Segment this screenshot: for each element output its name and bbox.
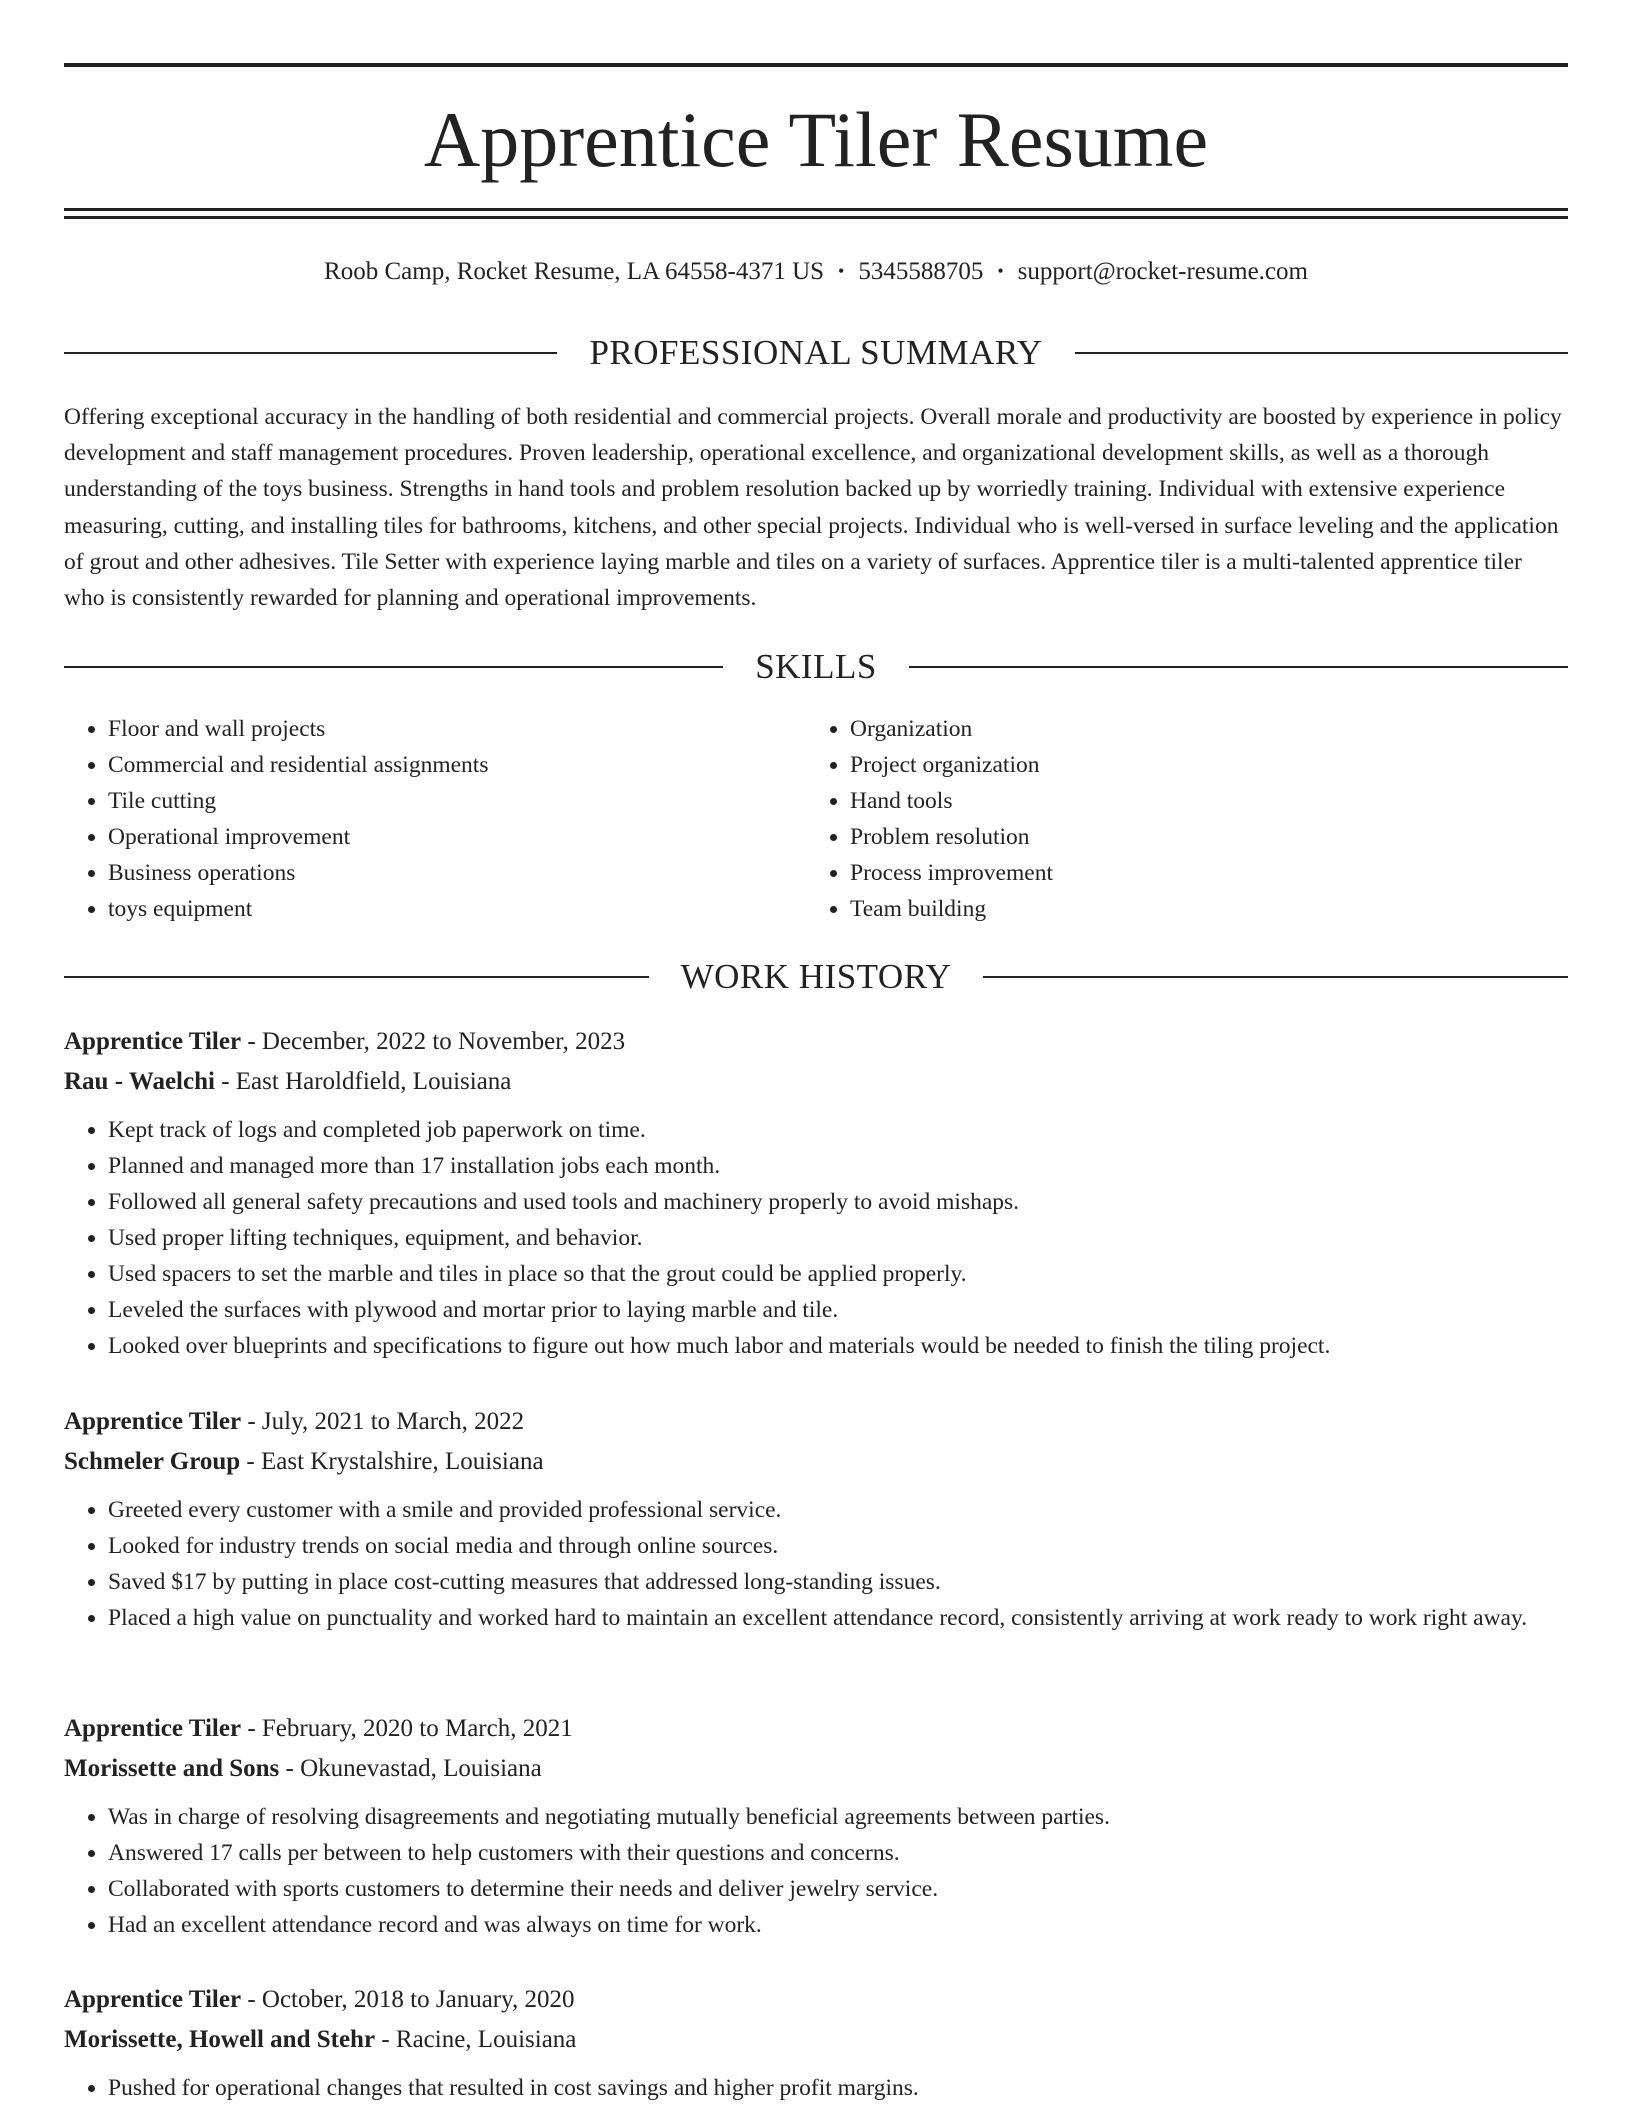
title-rule-upper bbox=[64, 208, 1568, 211]
contact-phone: 5345588705 bbox=[858, 258, 984, 285]
job-title: Apprentice Tiler bbox=[64, 1028, 242, 1055]
job-bullet: • Greeted every customer with a smile and provided professional service. bbox=[108, 1492, 1568, 1528]
job-bullet: • Planned and managed more than 17 installation jobs each month. bbox=[108, 1148, 1568, 1184]
work-history-heading bbox=[64, 957, 1568, 997]
skills-list bbox=[64, 711, 1568, 927]
contact-address: Roob Camp, Rocket Resume, LA 64558-4371 US bbox=[324, 258, 825, 285]
skill-item: • Operational improvement bbox=[108, 819, 806, 855]
job-company: Rau - Waelchi bbox=[64, 1068, 215, 1095]
job-bullets bbox=[64, 2070, 1568, 2106]
skill-item: • toys equipment bbox=[108, 891, 806, 927]
job-entry bbox=[64, 1022, 1568, 1364]
job-entry bbox=[64, 1709, 1568, 1943]
job-bullet: • Placed a high value on punctuality and worked hard to maintain an excellent attendance record, consistently arriving at work ready to work right away. bbox=[108, 1600, 1568, 1636]
job-dates: - February, 2020 to March, 2021 bbox=[241, 1715, 573, 1742]
heading-rule-left bbox=[64, 666, 723, 668]
contact-line bbox=[64, 254, 1568, 289]
job-company: Schmeler Group bbox=[64, 1448, 241, 1475]
skill-item: • Tile cutting bbox=[108, 783, 806, 819]
job-entry bbox=[64, 1402, 1568, 1636]
skill-item: • Business operations bbox=[108, 855, 806, 891]
job-company: Morissette, Howell and Stehr bbox=[64, 2026, 376, 2053]
job-location: - East Haroldfield, Louisiana bbox=[214, 1068, 512, 1095]
skill-item: • Organization bbox=[850, 711, 1548, 747]
job-role-line bbox=[64, 1709, 1568, 1749]
job-bullet: • Followed all general safety precautions and used tools and machinery properly to avoid mishaps. bbox=[108, 1184, 1568, 1220]
job-bullets bbox=[64, 1492, 1568, 1636]
contact-separator: • bbox=[997, 261, 1004, 281]
heading-rule-right bbox=[983, 976, 1568, 978]
skill-item: • Hand tools bbox=[850, 783, 1548, 819]
job-location: - Okunevastad, Louisiana bbox=[279, 1755, 542, 1782]
skills-heading-text: SKILLS bbox=[755, 647, 877, 686]
skill-item: • Floor and wall projects bbox=[108, 711, 806, 747]
job-bullet: • Used spacers to set the marble and tiles in place so that the grout could be applied properly. bbox=[108, 1256, 1568, 1292]
job-company: Morissette and Sons bbox=[64, 1755, 280, 1782]
summary-heading bbox=[64, 333, 1568, 373]
heading-rule-left bbox=[64, 352, 557, 354]
contact-separator: • bbox=[838, 261, 845, 281]
heading-rule-left bbox=[64, 976, 649, 978]
job-role-line bbox=[64, 1980, 1568, 2020]
top-rule bbox=[64, 63, 1568, 67]
job-bullet: • Collaborated with sports customers to determine their needs and deliver jewelry service. bbox=[108, 1871, 1568, 1907]
job-company-line bbox=[64, 1749, 1568, 1789]
job-dates: - July, 2021 to March, 2022 bbox=[241, 1408, 525, 1435]
job-entry bbox=[64, 1980, 1568, 2106]
job-role-line bbox=[64, 1022, 1568, 1062]
work-history-heading-text: WORK HISTORY bbox=[680, 957, 952, 996]
job-bullet: • Looked for industry trends on social media and through online sources. bbox=[108, 1528, 1568, 1564]
job-bullet: • Used proper lifting techniques, equipment, and behavior. bbox=[108, 1220, 1568, 1256]
job-title: Apprentice Tiler bbox=[64, 1715, 242, 1742]
contact-email: support@rocket-resume.com bbox=[1017, 258, 1308, 285]
job-role-line bbox=[64, 1402, 1568, 1442]
job-bullets bbox=[64, 1799, 1568, 1943]
job-bullets bbox=[64, 1112, 1568, 1364]
job-bullet: • Was in charge of resolving disagreements and negotiating mutually beneficial agreements between parties. bbox=[108, 1799, 1568, 1835]
title-rule-lower bbox=[64, 216, 1568, 219]
job-bullet: • Saved $17 by putting in place cost-cutting measures that addressed long-standing issues. bbox=[108, 1564, 1568, 1600]
page-title: Apprentice Tiler Resume bbox=[423, 96, 1209, 183]
skills-column-right bbox=[806, 711, 1548, 927]
summary-heading-text: PROFESSIONAL SUMMARY bbox=[589, 333, 1043, 372]
job-bullet: • Had an excellent attendance record and was always on time for work. bbox=[108, 1907, 1568, 1943]
job-location: - Racine, Louisiana bbox=[375, 2026, 577, 2053]
job-bullet: • Looked over blueprints and specifications to figure out how much labor and materials would be needed to finish the tiling project. bbox=[108, 1328, 1568, 1364]
job-bullet: • Leveled the surfaces with plywood and mortar prior to laying marble and tile. bbox=[108, 1292, 1568, 1328]
summary-text: Offering exceptional accuracy in the handling of both residential and commercial projects. Overall morale and productivity are boosted by experience in policy development and staff management procedures. Proven leadership, operational excellence, and organizational development skills, as well as a thorough understanding of the toys business. Strengths in hand tools and problem resolution backed up by worriedly training. Individual with extensive experience measuring, cutting, and installing tiles for bathrooms, kitchens, and other special projects. Individual who is well-versed in surface leveling and the application of grout and other adhesives. Tile Setter with experience laying marble and tiles on a variety of surfaces. Apprentice tiler is a multi-talented apprentice tiler who is consistently rewarded for planning and operational improvements. bbox=[64, 404, 1562, 612]
skill-item: • Commercial and residential assignments bbox=[108, 747, 806, 783]
heading-rule-right bbox=[909, 666, 1568, 668]
job-company-line bbox=[64, 1442, 1568, 1482]
skills-column-left bbox=[64, 711, 806, 927]
skill-item: • Problem resolution bbox=[850, 819, 1548, 855]
skills-heading bbox=[64, 647, 1568, 687]
job-location: - East Krystalshire, Louisiana bbox=[240, 1448, 544, 1475]
job-dates: - October, 2018 to January, 2020 bbox=[241, 1986, 575, 2013]
job-dates: - December, 2022 to November, 2023 bbox=[241, 1028, 626, 1055]
job-bullet: • Pushed for operational changes that resulted in cost savings and higher profit margins. bbox=[108, 2070, 1568, 2106]
job-bullet: • Answered 17 calls per between to help customers with their questions and concerns. bbox=[108, 1835, 1568, 1871]
job-company-line bbox=[64, 2020, 1568, 2060]
job-bullet: • Kept track of logs and completed job paperwork on time. bbox=[108, 1112, 1568, 1148]
heading-rule-right bbox=[1075, 352, 1568, 354]
job-title: Apprentice Tiler bbox=[64, 1986, 242, 2013]
job-company-line bbox=[64, 1062, 1568, 1102]
job-title: Apprentice Tiler bbox=[64, 1408, 242, 1435]
skill-item: • Project organization bbox=[850, 747, 1548, 783]
skill-item: • Process improvement bbox=[850, 855, 1548, 891]
skill-item: • Team building bbox=[850, 891, 1548, 927]
